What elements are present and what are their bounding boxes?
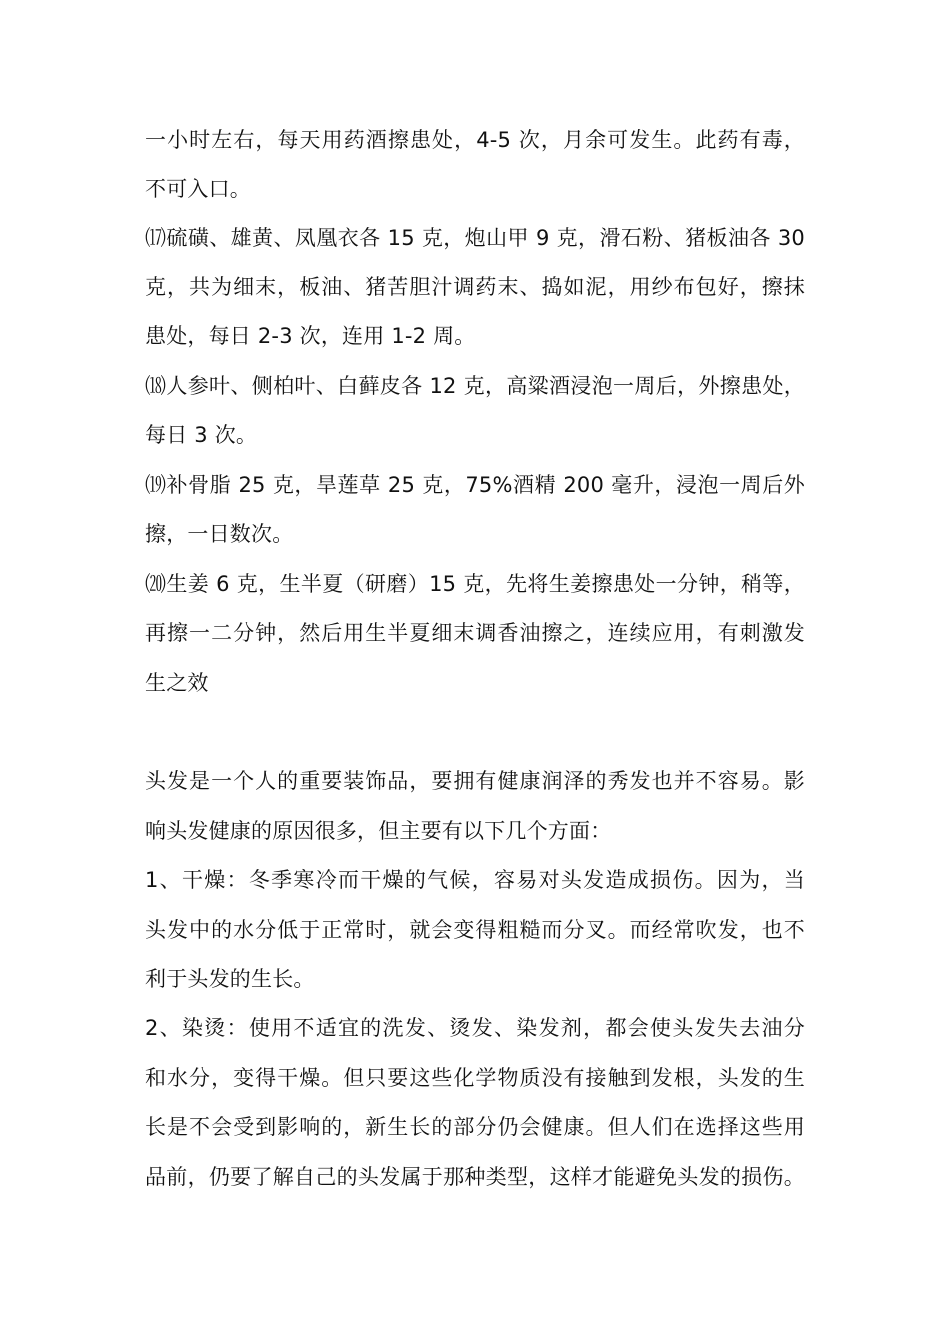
- text-line: 再擦一二分钟，然后用生半夏细末调香油擦之，连续应用，有刺激发: [145, 621, 805, 645]
- text-line: ⒄硫磺、雄黄、凤凰衣各 15 克，炮山甲 9 克，滑石粉、猪板油各 30: [145, 226, 805, 250]
- text-line: 克，共为细末，板油、猪苦胆汁调药末、捣如泥，用纱布包好，擦抹: [145, 275, 805, 299]
- text-line: 2、染烫：使用不适宜的洗发、烫发、染发剂，都会使头发失去油分: [145, 1016, 805, 1040]
- text-line: 生之效: [145, 671, 209, 695]
- text-line: ⒅人参叶、侧柏叶、白藓皮各 12 克，高粱酒浸泡一周后，外擦患处，: [145, 374, 805, 398]
- text-line: 头发中的水分低于正常时，就会变得粗糙而分叉。而经常吹发，也不: [145, 918, 805, 942]
- text-line: 响头发健康的原因很多，但主要有以下几个方面：: [145, 819, 612, 843]
- text-line: 1、干燥：冬季寒冷而干燥的气候，容易对头发造成损伤。因为，当: [145, 868, 805, 892]
- text-line: ⒆补骨脂 25 克，旱莲草 25 克，75%酒精 200 毫升，浸泡一周后外: [145, 473, 805, 497]
- text-line: 头发是一个人的重要装饰品，要拥有健康润泽的秀发也并不容易。影: [145, 769, 805, 793]
- text-line: 和水分，变得干燥。但只要这些化学物质没有接触到发根，头发的生: [145, 1066, 805, 1090]
- text-line: 品前，仍要了解自己的头发属于那种类型，这样才能避免头发的损伤。: [145, 1165, 805, 1189]
- text-line: 患处，每日 2-3 次，连用 1-2 周。: [145, 324, 476, 348]
- text-line: 一小时左右，每天用药酒擦患处，4-5 次，月余可发生。此药有毒，: [145, 128, 805, 152]
- text-line: ⒇生姜 6 克，生半夏（研磨）15 克，先将生姜擦患处一分钟，稍等，: [145, 572, 805, 596]
- text-line: 擦，一日数次。: [145, 522, 294, 546]
- text-line: 长是不会受到影响的，新生长的部分仍会健康。但人们在选择这些用: [145, 1115, 805, 1139]
- text-line: 每日 3 次。: [145, 423, 258, 447]
- text-line: 利于头发的生长。: [145, 967, 315, 991]
- text-line: 不可入口。: [145, 177, 251, 201]
